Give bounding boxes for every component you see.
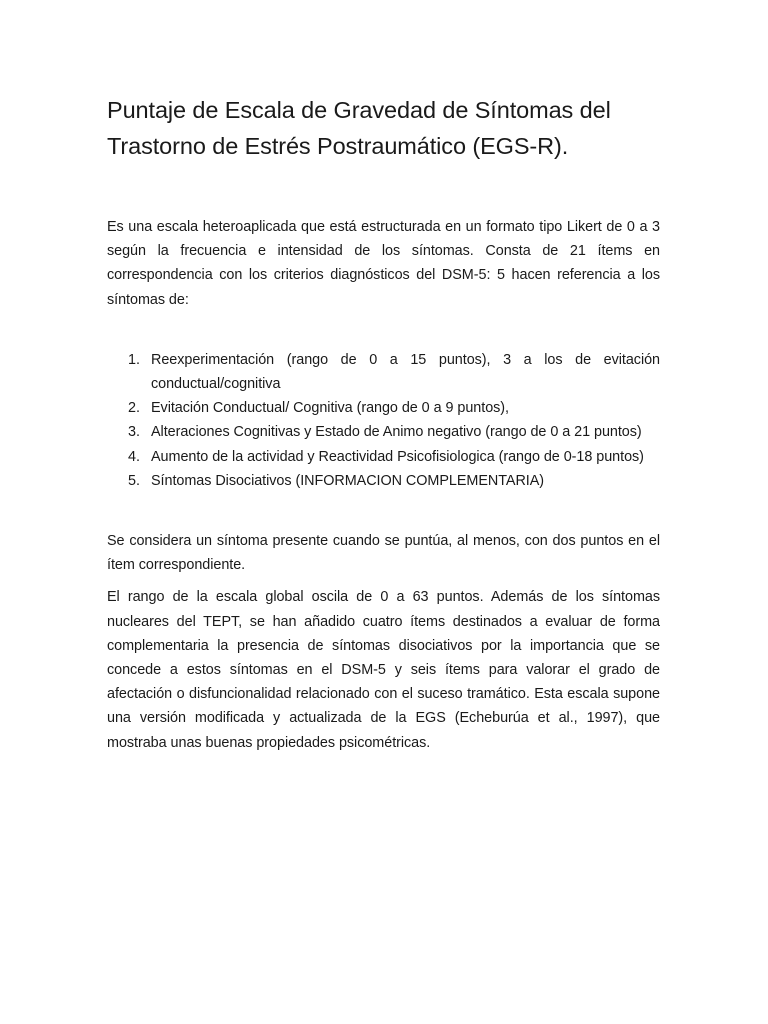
list-item-number: 4. bbox=[128, 448, 140, 465]
symptom-list bbox=[107, 348, 660, 493]
list-item-text: Síntomas Disociativos (INFORMACION COMPLEMENTARIA) bbox=[151, 472, 545, 489]
list-item bbox=[107, 469, 660, 493]
title-line-1: Puntaje de Escala de Gravedad de Síntomas del bbox=[107, 97, 611, 123]
title-line-2: Trastorno de Estrés Postraumático (EGS-R). bbox=[107, 133, 569, 159]
list-item bbox=[107, 445, 660, 469]
document-page bbox=[107, 92, 660, 755]
intro-paragraph: Es una escala heteroaplicada que está estructurada en un formato tipo Likert de 0 a 3 según la frecuencia e intensidad de los síntomas. Consta de 21 ítems en correspondencia con los criterios diagnósticos del DSM-5: 5 hacen referencia a los síntomas de: bbox=[107, 219, 660, 308]
global-range-paragraph: El rango de la escala global oscila de 0 a 63 puntos. Además de los síntomas nucleares del TEPT, se han añadido cuatro ítems destinados a evaluar de forma complementaria la presencia de síntomas disociativos por la importancia que se concede a estos síntomas en el DSM-5 y seis ítems para valorar el grado de afectación o disfuncionalidad relacionado con el suceso tramático. Esta escala supone una versión modificada y actualizada de la EGS (Echeburúa et al., 1997), que mostraba unas buenas propiedades psicométricas. bbox=[107, 589, 660, 751]
list-item bbox=[107, 396, 660, 420]
list-item-number: 5. bbox=[128, 472, 140, 489]
document-title bbox=[107, 92, 660, 164]
symptom-present-paragraph: Se considera un síntoma presente cuando se puntúa, al menos, con dos puntos en el ítem correspondiente. bbox=[107, 533, 660, 574]
list-item-number: 1. bbox=[128, 351, 140, 368]
list-item-text: Alteraciones Cognitivas y Estado de Animo negativo (rango de 0 a 21 puntos) bbox=[151, 424, 642, 441]
list-item-text: Reexperimentación (rango de 0 a 15 puntos), 3 a los de evitación conductual/cognitiva bbox=[151, 351, 660, 393]
list-item-number: 2. bbox=[128, 400, 140, 417]
list-item-text: Evitación Conductual/ Cognitiva (rango de 0 a 9 puntos), bbox=[151, 400, 509, 417]
list-item bbox=[107, 348, 660, 396]
list-item-text: Aumento de la actividad y Reactividad Psicofisiologica (rango de 0-18 puntos) bbox=[151, 448, 644, 465]
list-item-number: 3. bbox=[128, 424, 140, 441]
list-item bbox=[107, 420, 660, 444]
